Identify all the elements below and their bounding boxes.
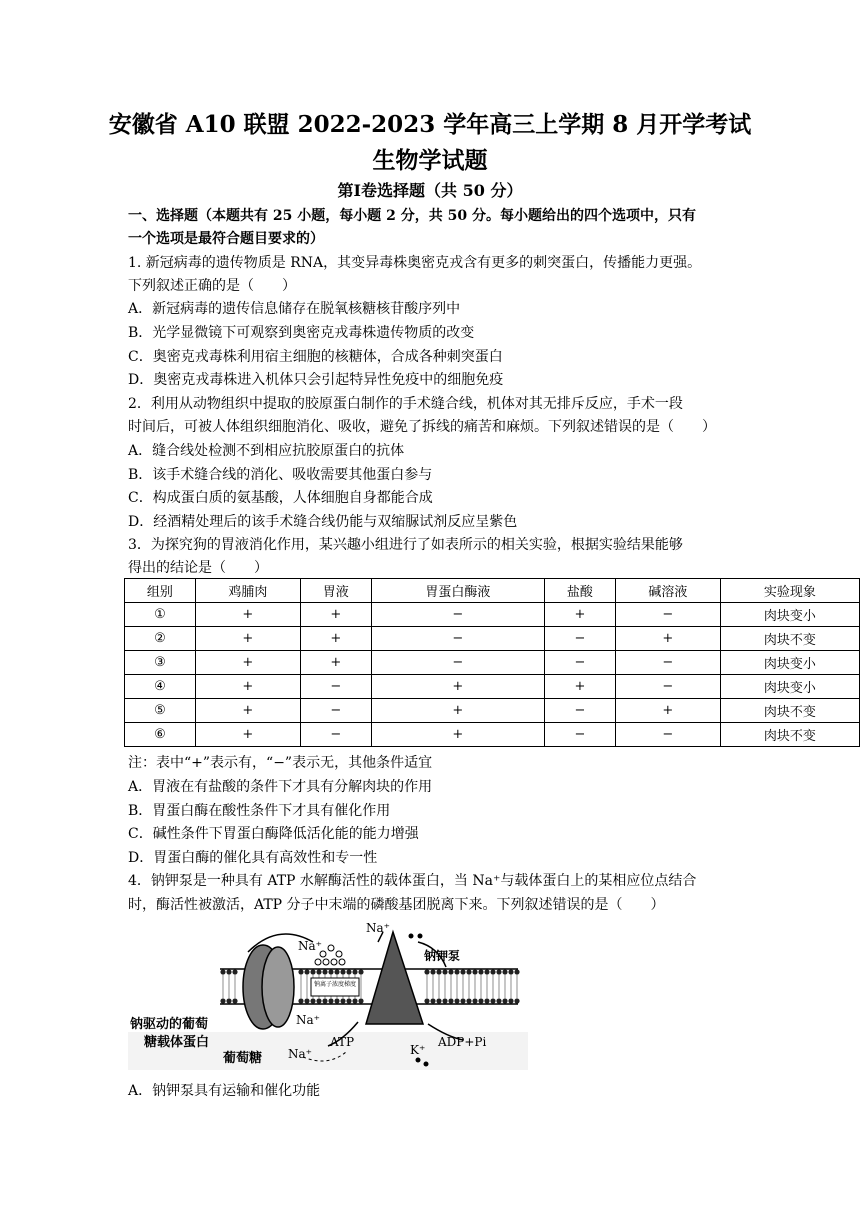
na-label-bottom: Na⁺ — [288, 1047, 312, 1061]
table-cell: + — [371, 723, 544, 747]
q2-option-b: B．该手术缝合线的消化、吸收需要其他蛋白参与 — [128, 467, 433, 483]
table-cell: − — [544, 723, 615, 747]
table-header-row — [125, 579, 860, 603]
atp-label: ATP — [330, 1035, 355, 1049]
q1-stem-2: 下列叙述正确的是（ ） — [128, 278, 296, 294]
glucose-carrier-protein — [243, 945, 294, 1029]
table-cell: − — [615, 723, 720, 747]
table-cell: + — [300, 627, 371, 651]
header-cell: 胃蛋白酶液 — [371, 579, 544, 603]
q1-option-c: C．奥密克戎毒株利用宿主细胞的核糖体，合成各种刺突蛋白 — [128, 349, 503, 365]
table-row — [125, 603, 860, 627]
table-cell: + — [195, 675, 300, 699]
q4-stem-1: 4．钠钾泵是一种具有 ATP 水解酶活性的载体蛋白，当 Na⁺与载体蛋白上的某相应位点结合 — [128, 873, 697, 889]
header-cell: 碱溶液 — [615, 579, 720, 603]
pump-label: 钠钾泵 — [424, 949, 461, 963]
table-cell: ⑤ — [125, 699, 196, 723]
header-cell: 胃液 — [300, 579, 371, 603]
table-cell: ④ — [125, 675, 196, 699]
table-cell: − — [371, 651, 544, 675]
table-cell: − — [300, 699, 371, 723]
q3-option-b: B．胃蛋白酶在酸性条件下才具有催化作用 — [128, 803, 391, 819]
exam-title: 安徽省 A10 联盟 2022-2023 学年高三上学期 8 月开学考试 — [108, 111, 752, 138]
table-cell: + — [195, 651, 300, 675]
q2-stem-2: 时间后，可被人体组织细胞消化、吸收，避免了拆线的痛苦和麻烦。下列叙述错误的是（ ） — [128, 419, 716, 435]
gradient-label: 钠离子浓度梯度 — [313, 981, 357, 988]
table-row — [125, 723, 860, 747]
q1-option-a: A．新冠病毒的遗传信息储存在脱氧核糖核苷酸序列中 — [128, 301, 461, 317]
carrier-label-2: 糖载体蛋白 — [144, 1035, 210, 1050]
q2-option-a: A．缝合线处检测不到相应抗胶原蛋白的抗体 — [128, 443, 405, 459]
q4-option-a: A．钠钾泵具有运输和催化功能 — [128, 1083, 321, 1099]
header-cell: 实验现象 — [720, 579, 859, 603]
table-cell: ③ — [125, 651, 196, 675]
table-cell: + — [195, 699, 300, 723]
table-cell: 肉块不变 — [720, 627, 859, 651]
table-cell: + — [371, 675, 544, 699]
q1-option-d: D．奥密克戎毒株进入机体只会引起特异性免疫中的细胞免疫 — [128, 372, 504, 388]
q1-stem-1: 1. 新冠病毒的遗传物质是 RNA，其变异毒株奥密克戎含有更多的刺突蛋白，传播能力更强。 — [128, 255, 702, 271]
q3-option-a: A．胃液在有盐酸的条件下才具有分解肉块的作用 — [128, 779, 433, 795]
table-cell: + — [300, 651, 371, 675]
sodium-potassium-pump — [366, 932, 423, 1024]
table-cell: − — [544, 699, 615, 723]
part-heading: 第Ⅰ卷选择题（共 50 分） — [337, 181, 523, 200]
table-cell: 肉块变小 — [720, 603, 859, 627]
table-cell: ⑥ — [125, 723, 196, 747]
sodium-potassium-pump-figure — [128, 912, 528, 1070]
q3-option-c: C．碱性条件下胃蛋白酶降低活化能的能力增强 — [128, 826, 419, 842]
q3-note: 注：表中“+”表示有，“−”表示无，其他条件适宜 — [128, 755, 433, 771]
header-cell: 盐酸 — [544, 579, 615, 603]
table-cell: ② — [125, 627, 196, 651]
q1-option-b: B．光学显微镜下可观察到奥密克戎毒株遗传物质的改变 — [128, 325, 475, 341]
table-cell: − — [615, 651, 720, 675]
table-cell: ① — [125, 603, 196, 627]
q3-option-d: D．胃蛋白酶的催化具有高效性和专一性 — [128, 850, 378, 866]
table-cell: 肉块变小 — [720, 675, 859, 699]
q2-stem-1: 2．利用从动物组织中提取的胶原蛋白制作的手术缝合线，机体对其无排斥反应，手术一段 — [128, 396, 683, 412]
table-cell: − — [371, 627, 544, 651]
table-cell: 肉块变小 — [720, 651, 859, 675]
na-label-mid: Na⁺ — [296, 1013, 320, 1027]
table-cell: + — [195, 627, 300, 651]
q2-option-d: D．经酒精处理后的该手术缝合线仍能与双缩脲试剂反应呈紫色 — [128, 514, 518, 530]
table-cell: + — [615, 699, 720, 723]
table-cell: − — [615, 603, 720, 627]
q2-option-c: C．构成蛋白质的氨基酸，人体细胞自身都能合成 — [128, 490, 433, 506]
k-label: K⁺ — [410, 1043, 426, 1057]
table-row — [125, 675, 860, 699]
na-label-top-right: Na⁺ — [366, 921, 390, 935]
glucose-label: 葡萄糖 — [223, 1051, 263, 1066]
table-cell: − — [544, 651, 615, 675]
na-label-top-left: Na⁺ — [298, 939, 322, 953]
header-cell: 鸡脯肉 — [195, 579, 300, 603]
header-cell: 组别 — [125, 579, 196, 603]
q3-stem-1: 3．为探究狗的胃液消化作用，某兴趣小组进行了如表所示的相关实验，根据实验结果能够 — [128, 537, 683, 553]
table-cell: − — [300, 723, 371, 747]
table-cell: + — [300, 603, 371, 627]
table-cell: − — [371, 603, 544, 627]
subject-title: 生物学试题 — [372, 147, 488, 174]
table-cell: + — [615, 627, 720, 651]
table-cell: + — [544, 603, 615, 627]
q3-stem-2: 得出的结论是（ ） — [128, 560, 268, 576]
q4-stem-2: 时，酶活性被激活，ATP 分子中末端的磷酸基团脱离下来。下列叙述错误的是（ ） — [128, 897, 665, 913]
experiment-table — [124, 578, 860, 747]
table-cell: + — [544, 675, 615, 699]
table-cell: + — [195, 603, 300, 627]
table-cell: + — [371, 699, 544, 723]
table-cell: 肉块不变 — [720, 723, 859, 747]
adp-label: ADP+Pi — [438, 1035, 487, 1049]
section-instructions-2: 一个选项是最符合题目要求的） — [128, 231, 324, 247]
section-instructions-1: 一、选择题（本题共有 25 小题，每小题 2 分，共 50 分。每小题给出的四个选项中，只有 — [128, 208, 696, 224]
table-cell: − — [300, 675, 371, 699]
table-cell: − — [544, 627, 615, 651]
table-cell: + — [195, 723, 300, 747]
table-row — [125, 627, 860, 651]
table-row — [125, 699, 860, 723]
table-cell: 肉块不变 — [720, 699, 859, 723]
carrier-label-1: 钠驱动的葡萄 — [130, 1017, 209, 1032]
table-cell: − — [615, 675, 720, 699]
table-row — [125, 651, 860, 675]
